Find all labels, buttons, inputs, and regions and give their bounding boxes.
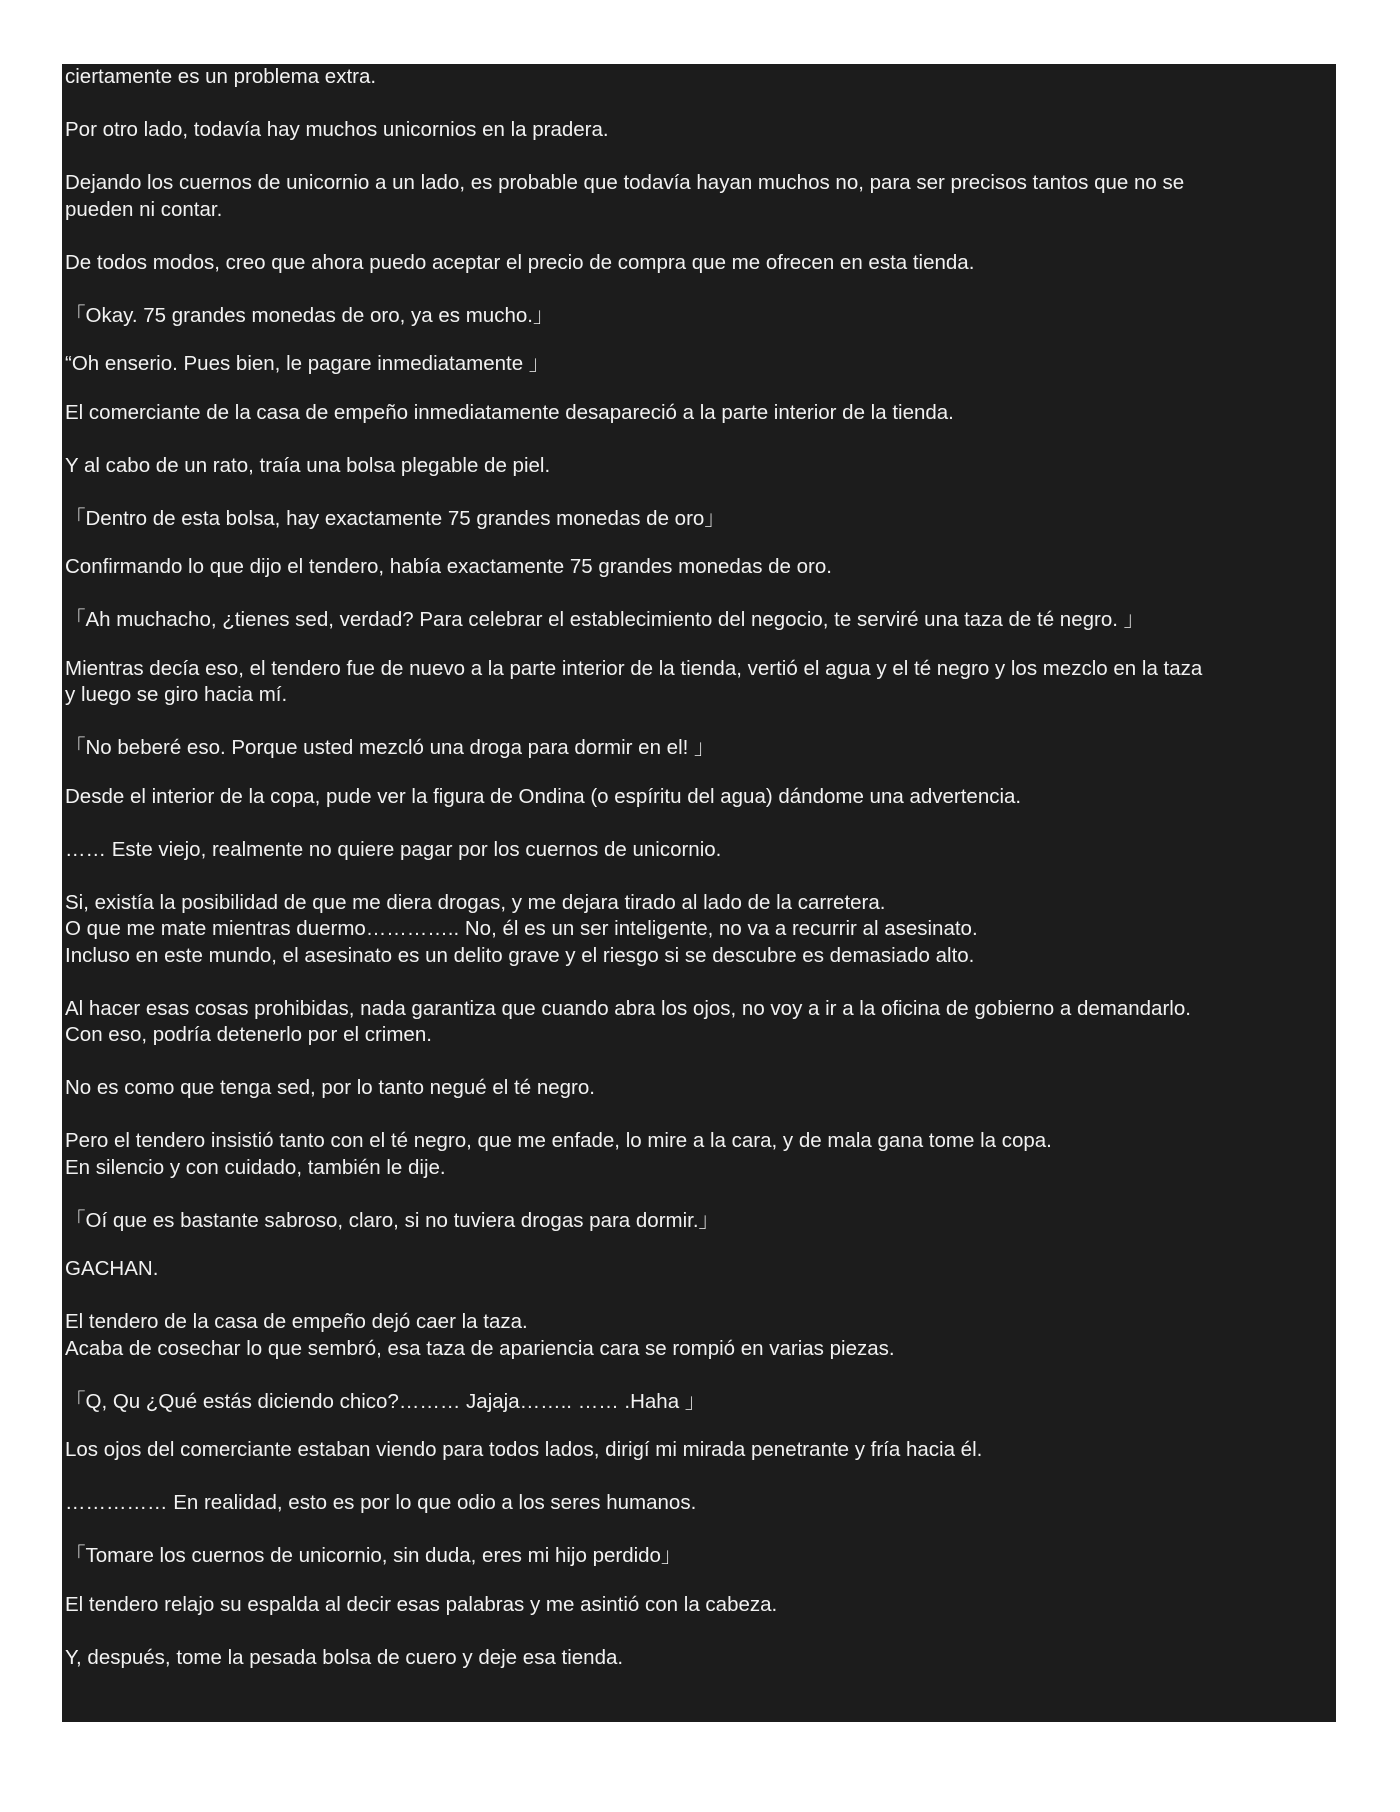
dialogue-paragraph (65, 1208, 1334, 1235)
text-line: “Oh enserio. Pues bien, le pagare inmediatamente 」 (65, 352, 550, 375)
text-line: Si, existía la posibilidad de que me diera drogas, y me dejara tirado al lado de la carretera. (65, 890, 886, 914)
narration-paragraph (65, 400, 1334, 427)
narration-paragraph (65, 1309, 1334, 1362)
narration-paragraph (65, 554, 1334, 581)
text-line: …………… En realidad, esto es por lo que odio a los seres humanos. (65, 1491, 697, 1514)
text-line: Incluso en este mundo, el asesinato es un delito grave y el riesgo si se descubre es demasiado alto. (65, 943, 975, 967)
text-line: 「Tomare los cuernos de unicornio, sin duda, eres mi hijo perdido」 (65, 1544, 682, 1567)
narration-paragraph (65, 170, 1334, 223)
dialogue-paragraph (65, 351, 1334, 378)
narration-paragraph (65, 1075, 1334, 1102)
text-line: Al hacer esas cosas prohibidas, nada garantiza que cuando abra los ojos, no voy a ir a la oficina de gobierno a demandarlo. (65, 996, 1191, 1020)
text-line: …… Este viejo, realmente no quiere pagar por los cuernos de unicornio. (65, 837, 722, 861)
dialogue-paragraph (65, 1389, 1334, 1416)
narration-paragraph (65, 64, 1334, 91)
text-line: De todos modos, creo que ahora puedo aceptar el precio de compra que me ofrecen en esta tienda. (65, 250, 975, 274)
dialogue-paragraph (65, 607, 1334, 634)
narration-paragraph (65, 837, 1334, 864)
text-line: 「Oí que es bastante sabroso, claro, si no tuviera drogas para dormir.」 (65, 1208, 720, 1232)
text-line: 「No beberé eso. Porque usted mezcló una droga para dormir en el! 」 (65, 736, 715, 759)
dialogue-paragraph (65, 303, 1334, 330)
text-line: 「Dentro de esta bolsa, hay exactamente 75 grandes monedas de oro」 (65, 506, 725, 530)
text-line: 「Q, Qu ¿Qué estás diciendo chico?……… Jajaja…….. …… .Haha 」 (65, 1389, 706, 1413)
text-line: 「Okay. 75 grandes monedas de oro, ya es mucho.」 (65, 303, 554, 327)
narration-paragraph (65, 453, 1334, 480)
narration-paragraph (65, 1592, 1334, 1619)
text-line: 「Ah muchacho, ¿tienes sed, verdad? Para celebrar el establecimiento del negocio, te serviré una taza de té negro. 」 (65, 608, 1145, 631)
text-line: Dejando los cuernos de unicornio a un lado, es probable que todavía hayan muchos no, para ser precisos tantos que no se (65, 171, 1185, 194)
text-line: El tendero de la casa de empeño dejó caer la taza. (65, 1310, 528, 1333)
narration-paragraph (65, 1490, 1334, 1517)
document-text-panel (62, 64, 1336, 1722)
text-line: O que me mate mientras duermo………….. No, él es un ser inteligente, no va a recurrir al asesinato. (65, 917, 978, 940)
text-line: Pero el tendero insistió tanto con el té negro, que me enfade, lo mire a la cara, y de mala gana tome la copa. (65, 1129, 1052, 1152)
narration-paragraph (65, 1437, 1334, 1464)
narration-paragraph (65, 656, 1334, 709)
narration-paragraph (65, 117, 1334, 144)
text-line: El tendero relajo su espalda al decir esas palabras y me asintió con la cabeza. (65, 1592, 778, 1616)
narration-paragraph (65, 1256, 1334, 1283)
text-line: Confirmando lo que dijo el tendero, había exactamente 75 grandes monedas de oro. (65, 555, 832, 578)
narration-paragraph (65, 890, 1334, 970)
dialogue-paragraph (65, 1543, 1334, 1570)
dialogue-paragraph (65, 735, 1334, 762)
text-line: pueden ni contar. (65, 197, 223, 221)
text-line: Mientras decía eso, el tendero fue de nuevo a la parte interior de la tienda, vertió el agua y el té negro y los mezclo en la taza (65, 656, 1203, 680)
narration-paragraph (65, 996, 1334, 1049)
text-line: El comerciante de la casa de empeño inmediatamente desapareció a la parte interior de la tienda. (65, 400, 954, 424)
text-line: Por otro lado, todavía hay muchos unicornios en la pradera. (65, 118, 609, 141)
text-line: Y, después, tome la pesada bolsa de cuero y deje esa tienda. (65, 1645, 624, 1669)
text-line: Y al cabo de un rato, traía una bolsa plegable de piel. (65, 453, 551, 477)
text-line: No es como que tenga sed, por lo tanto negué el té negro. (65, 1076, 595, 1099)
narration-paragraph (65, 250, 1334, 277)
text-line: Los ojos del comerciante estaban viendo para todos lados, dirigí mi mirada penetrante y fría hacia él. (65, 1438, 983, 1461)
text-line: Acaba de cosechar lo que sembró, esa taza de apariencia cara se rompió en varias piezas. (65, 1336, 895, 1360)
text-line: En silencio y con cuidado, también le dije. (65, 1155, 446, 1179)
text-line: y luego se giro hacia mí. (65, 683, 288, 706)
text-line: ciertamente es un problema extra. (65, 65, 377, 88)
narration-paragraph (65, 784, 1334, 811)
text-line: Con eso, podría detenerlo por el crimen. (65, 1023, 432, 1046)
narration-paragraph (65, 1128, 1334, 1181)
text-line: GACHAN. (65, 1257, 159, 1280)
text-line: Desde el interior de la copa, pude ver la figura de Ondina (o espíritu del agua) dándome una advertencia. (65, 784, 1022, 808)
dialogue-paragraph (65, 506, 1334, 533)
narration-paragraph (65, 1645, 1334, 1672)
